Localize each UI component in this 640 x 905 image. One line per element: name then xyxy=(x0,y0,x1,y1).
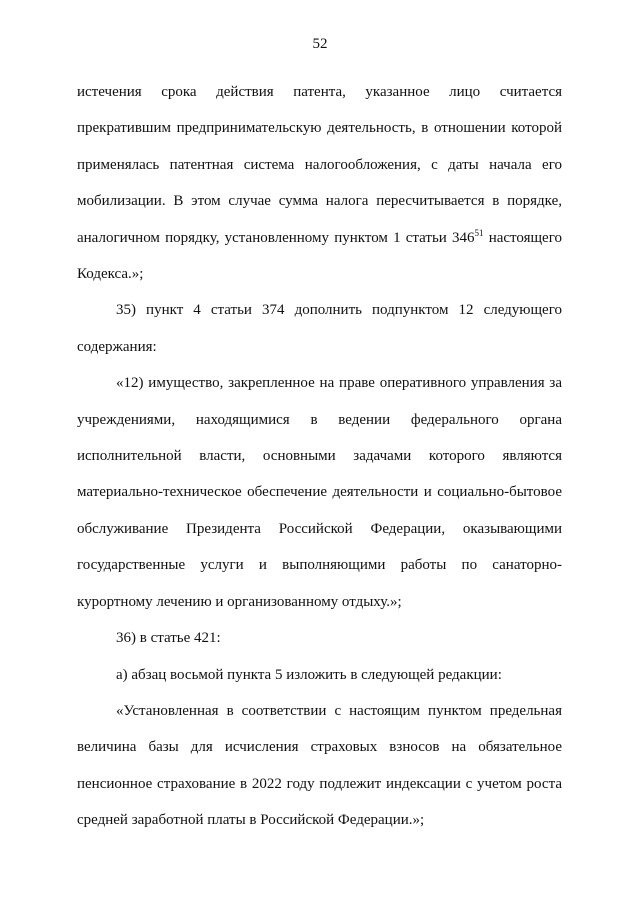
paragraph-subitem-a: а) абзац восьмой пункта 5 изложить в следующей редакции: xyxy=(116,666,502,683)
paragraph-patent-termination xyxy=(77,74,562,292)
paragraph-patent-termination-text: истечения срока действия патента, указанное лицо считается прекратившим предпринимательскую деятельность, в отношении которой применялась патентная система налогообложения, с даты начала его мобилизации. В этом случае сумма налога пересчитывается в порядке, аналогичном порядку, установленному пунктом 1 статьи 346 xyxy=(77,84,562,246)
page-number: 52 xyxy=(312,36,328,52)
paragraph-item-36: 36) в статье 421: xyxy=(116,630,221,647)
article-superscript: 51 xyxy=(474,227,484,238)
document-body xyxy=(77,74,562,839)
paragraph-quoted-amendment: «Установленная в соответствии с настоящим пунктом предельная величина базы для исчисления страховых взносов на обязательное пенсионное страхование в 2022 году подлежит индексации с учетом роста средней заработной платы в Российской Федерации.»; xyxy=(77,702,562,829)
paragraph-patent-termination-tail: настоящего Кодекса.»; xyxy=(77,229,562,283)
paragraph-item-35: 35) пункт 4 статьи 374 дополнить подпунктом 12 следующего содержания: xyxy=(77,302,562,355)
paragraph-subitem-12: «12) имущество, закрепленное на праве оперативного управления за учреждениями, находящимися в ведении федерального органа исполнительной власти, основными задачами которого являются материально-техническое обеспечение деятельности и социально-бытовое обслуживание Президента Российской Федерации, оказывающими государственные услуги и выполняющими работы по санаторно-курортному лечению и организованному отдыху.»; xyxy=(77,375,562,610)
